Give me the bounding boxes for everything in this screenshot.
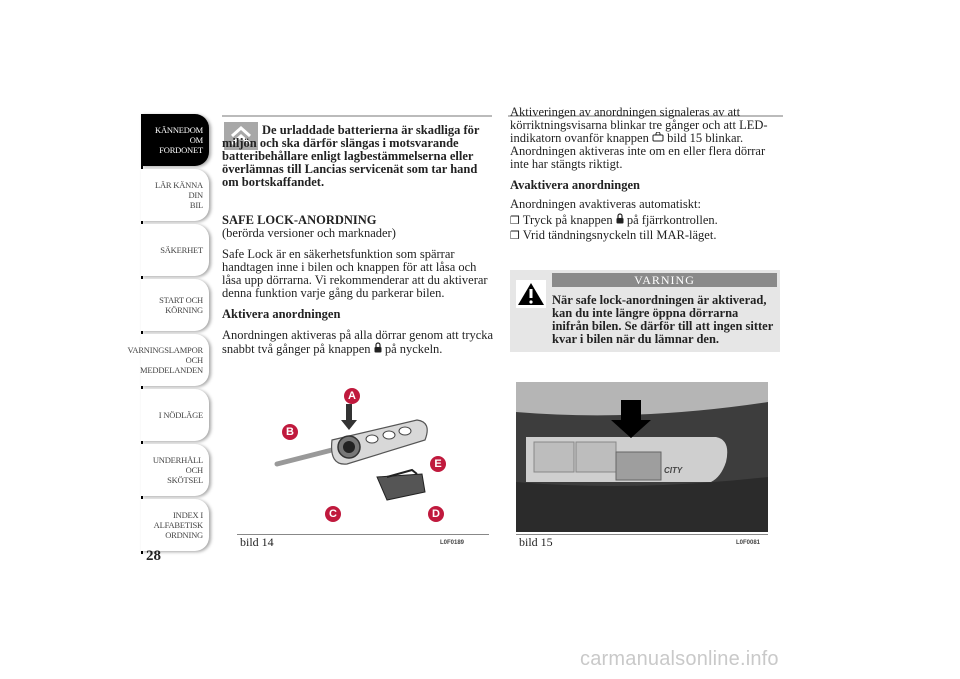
warning-text xyxy=(552,294,778,346)
env-note xyxy=(222,124,494,197)
bullet-1 xyxy=(510,213,782,227)
figure-15-rule xyxy=(516,534,768,535)
tab-label: I NÖDLÄGE xyxy=(158,410,203,420)
figure-15-caption: bild 15 xyxy=(519,535,553,549)
tab-label: UNDERHÅLL OCH SKÖTSEL xyxy=(152,455,203,485)
page-number: 28 xyxy=(146,548,161,564)
callout-e: E xyxy=(430,456,446,472)
figure-15 xyxy=(516,382,768,532)
figure-15-code: L0F0081 xyxy=(736,540,761,546)
warning-title: VARNING xyxy=(552,273,777,287)
deactivate-title: Avaktivera anordningen xyxy=(510,178,640,192)
header-rule xyxy=(222,115,492,117)
right-body xyxy=(510,106,782,242)
bullet-1-b: på fjärrkontrollen. xyxy=(626,213,718,227)
activate-text-b: på nyckeln. xyxy=(384,342,443,356)
bullet-2 xyxy=(510,229,782,242)
left-body xyxy=(222,214,494,356)
section-subtitle: (berörda versioner och marknader) xyxy=(222,226,396,240)
signal-text-c: blinkar. Anordningen aktiveras inte om en eller flera dörrar inte har stängts riktigt. xyxy=(510,131,766,171)
tab-label: INDEX I ALFABETISK ORDNING xyxy=(153,510,203,540)
figure-14 xyxy=(237,382,489,532)
tab-nodlage[interactable] xyxy=(141,389,209,441)
signal-text-b: bild 15 xyxy=(667,131,703,145)
lock-icon-small xyxy=(652,131,664,145)
bullet-2-text: Vrid tändningsnyckeln till MAR-läget. xyxy=(522,228,717,242)
tab-label: VARNINGSLAMPOR OCH MEDDELANDEN xyxy=(127,345,203,375)
lock-icon-bullet xyxy=(616,213,624,227)
tab-label: SÄKERHET xyxy=(160,245,203,255)
tab-sakerhet[interactable] xyxy=(141,224,209,276)
tab-varningslampor[interactable] xyxy=(127,334,209,386)
tab-underhall[interactable] xyxy=(141,444,209,496)
activate-text-a: Anordningen aktiveras på alla dörrar genom att trycka snabbt två gånger på knappen xyxy=(222,328,494,356)
signal-text-a: Aktiveringen av anordningen signaleras av att körriktningsvisarna blinkar tre gånger och att LED-indikatorn ovanför knappen xyxy=(510,105,768,145)
tab-start[interactable] xyxy=(141,279,209,331)
tab-index[interactable] xyxy=(141,499,209,551)
tab-label: START OCH KÖRNING xyxy=(159,295,203,315)
city-label: CITY xyxy=(664,466,683,475)
figure-14-code: L0F0189 xyxy=(440,540,465,546)
callout-c: C xyxy=(325,506,341,522)
callout-d: D xyxy=(428,506,444,522)
callout-a: A xyxy=(344,388,360,404)
activate-text xyxy=(222,329,494,356)
warning-text-body: När safe lock-anordningen är aktiverad, kan du inte längre öppna dörrarna inifrån bilen. Se därför till att ingen sitter kvar i bilen när du lämnar den. xyxy=(552,293,774,346)
deactivate-intro: Anordningen avaktiveras automatiskt: xyxy=(510,197,701,211)
tab-label: KÄNNEDOM OM FORDONET xyxy=(155,125,203,155)
bullet-mark: ❒ xyxy=(510,214,520,227)
activate-title: Aktivera anordningen xyxy=(222,307,341,321)
lock-icon xyxy=(374,342,382,356)
signal-text xyxy=(510,106,782,171)
figure-14-rule xyxy=(237,534,489,535)
callout-b: B xyxy=(282,424,298,440)
figure-14-caption: bild 14 xyxy=(240,535,274,549)
intro-text: Safe Lock är en säkerhetsfunktion som spärrar handtagen inne i bilen och knappen för att låsa och låsa upp dörrarna. Vi rekommenderar att du aktiverar denna funktion varje gång du parkerar bilen. xyxy=(222,247,488,300)
tab-label: LÄR KÄNNA DIN BIL xyxy=(154,180,203,210)
env-note-text: De urladdade batterierna är skadliga för miljön och ska därför slängas i motsvarande batteribehållare enligt lagbestämmelserna eller överlämnas till Lancias servicenät som tar hand om bortskaffandet. xyxy=(222,123,480,189)
bullet-mark: ❒ xyxy=(510,229,520,242)
bullet-1-a: Tryck på knappen xyxy=(522,213,613,227)
section-title: SAFE LOCK-ANORDNING xyxy=(222,213,377,227)
watermark: carmanualsonline.info xyxy=(580,648,779,670)
